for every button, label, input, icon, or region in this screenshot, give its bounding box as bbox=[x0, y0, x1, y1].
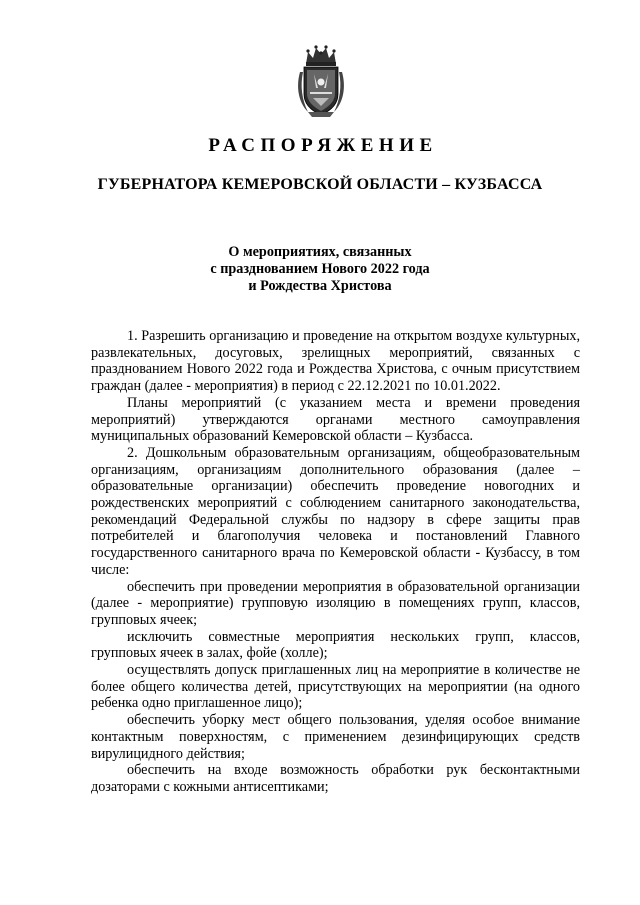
heading-line: с празднованием Нового 2022 года bbox=[210, 261, 430, 277]
issuer-subtitle: ГУБЕРНАТОРА КЕМЕРОВСКОЙ ОБЛАСТИ – КУЗБАССА bbox=[97, 176, 543, 193]
paragraph: обеспечить уборку мест общего пользования, уделяя особое внимание контактным поверхностям, с применением дезинфицирующих средств вирулицидного действия; bbox=[91, 712, 580, 762]
heading-line: и Рождества Христова bbox=[248, 278, 392, 294]
document-body bbox=[91, 328, 580, 796]
paragraph: Планы мероприятий (с указанием места и времени проведения мероприятий) утверждаются органами местного самоуправления муниципальных образований Кемеровской области – Кузбасса. bbox=[91, 394, 580, 445]
coat-of-arms-icon bbox=[294, 42, 348, 118]
paragraph: 1. Разрешить организацию и проведение на открытом воздухе культурных, развлекательных, досуговых, зрелищных мероприятий, связанных с празднованием Нового 2022 года и Рождества Христова, с очным присутствием граждан (далее - мероприятия) в период с 22.12.2021 по 10.01.2022. bbox=[91, 328, 580, 395]
document-heading bbox=[0, 244, 640, 295]
paragraph: 2. Дошкольным образовательным организациям, общеобразовательным организациям, организациям дополнительного образования (далее – образовательные организации) обеспечить проведение новогодних и рождественских мероприятий с соблюдением санитарного законодательства, рекомендаций Федеральной службы по надзору в сфере защиты прав потребителей и благополучия человека и постановлений Главного государственного санитарного врача по Кемеровской области - Кузбассу, в том числе: bbox=[91, 444, 580, 578]
paragraph: обеспечить на входе возможность обработки рук бесконтактными дозаторами с кожными антисептиками; bbox=[91, 762, 580, 795]
document-title: РАСПОРЯЖЕНИЕ bbox=[208, 135, 438, 156]
paragraph: обеспечить при проведении мероприятия в образовательной организации (далее - мероприятие) групповую изоляцию в помещениях групп, классов, групповых ячеек; bbox=[91, 578, 580, 628]
paragraph: исключить совместные мероприятия нескольких групп, классов, групповых ячеек в залах, фойе (холле); bbox=[91, 628, 580, 662]
paragraph: осуществлять допуск приглашенных лиц на мероприятие в количестве не более общего количества детей, присутствующих на мероприятии (на одного ребенка одно приглашенное лицо); bbox=[91, 662, 580, 712]
heading-line: О мероприятиях, связанных bbox=[228, 244, 412, 260]
